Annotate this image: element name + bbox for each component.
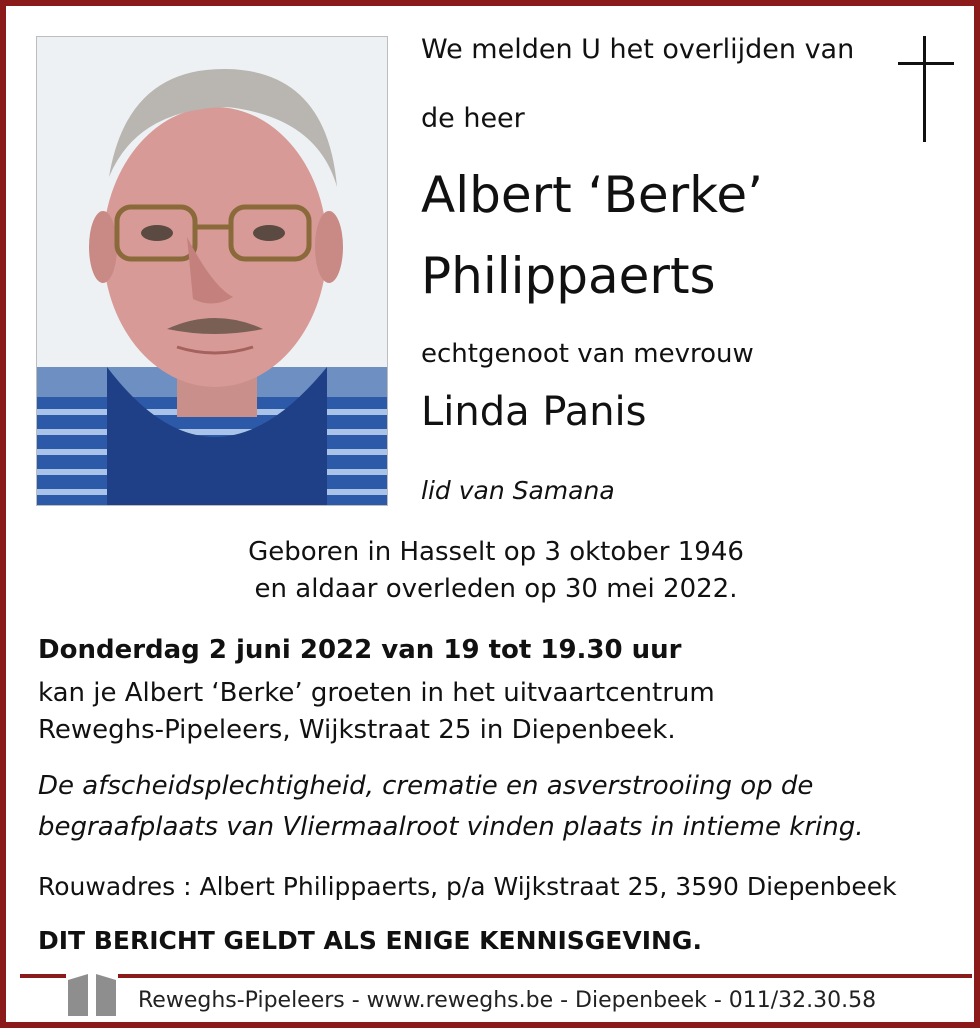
visitation-date: Donderdag 2 juni 2022 van 19 tot 19.30 uur [38, 635, 682, 665]
membership-line: lid van Samana [421, 476, 615, 505]
deceased-name-first: Albert ‘Berke’ [421, 166, 763, 224]
mourning-address: Rouwadres : Albert Philippaerts, p/a Wijkstraat 25, 3590 Diepenbeek [38, 872, 897, 901]
footer-contact: Reweghs-Pipeleers - www.reweghs.be - Diepenbeek - 011/32.30.58 [138, 988, 877, 1013]
ceremony-text: De afscheidsplechtigheid, crematie en asverstrooiing op de [38, 771, 814, 801]
portrait-photo [36, 36, 388, 506]
intro-line: We melden U het overlijden van [421, 34, 855, 65]
spouse-intro: echtgenoot van mevrouw [421, 339, 754, 369]
funeral-home-logo [66, 970, 118, 1016]
visitation-location: Reweghs-Pipeleers, Wijkstraat 25 in Diepenbeek. [38, 715, 676, 745]
cross-icon [923, 36, 926, 142]
notice-line: DIT BERICHT GELDT ALS ENIGE KENNISGEVING. [38, 926, 702, 955]
spouse-name: Linda Panis [421, 389, 647, 435]
visitation-text: kan je Albert ‘Berke’ groeten in het uitvaartcentrum [38, 678, 715, 708]
ceremony-text-2: begraafplaats van Vliermaalroot vinden plaats in intieme kring. [38, 812, 864, 842]
death-line: en aldaar overleden op 30 mei 2022. [254, 574, 738, 604]
title-prefix: de heer [421, 103, 525, 134]
cross-icon-bar [898, 62, 954, 65]
deceased-name-last: Philippaerts [421, 247, 716, 305]
footer-divider [20, 974, 972, 978]
birth-line: Geboren in Hasselt op 3 oktober 1946 [248, 537, 744, 567]
